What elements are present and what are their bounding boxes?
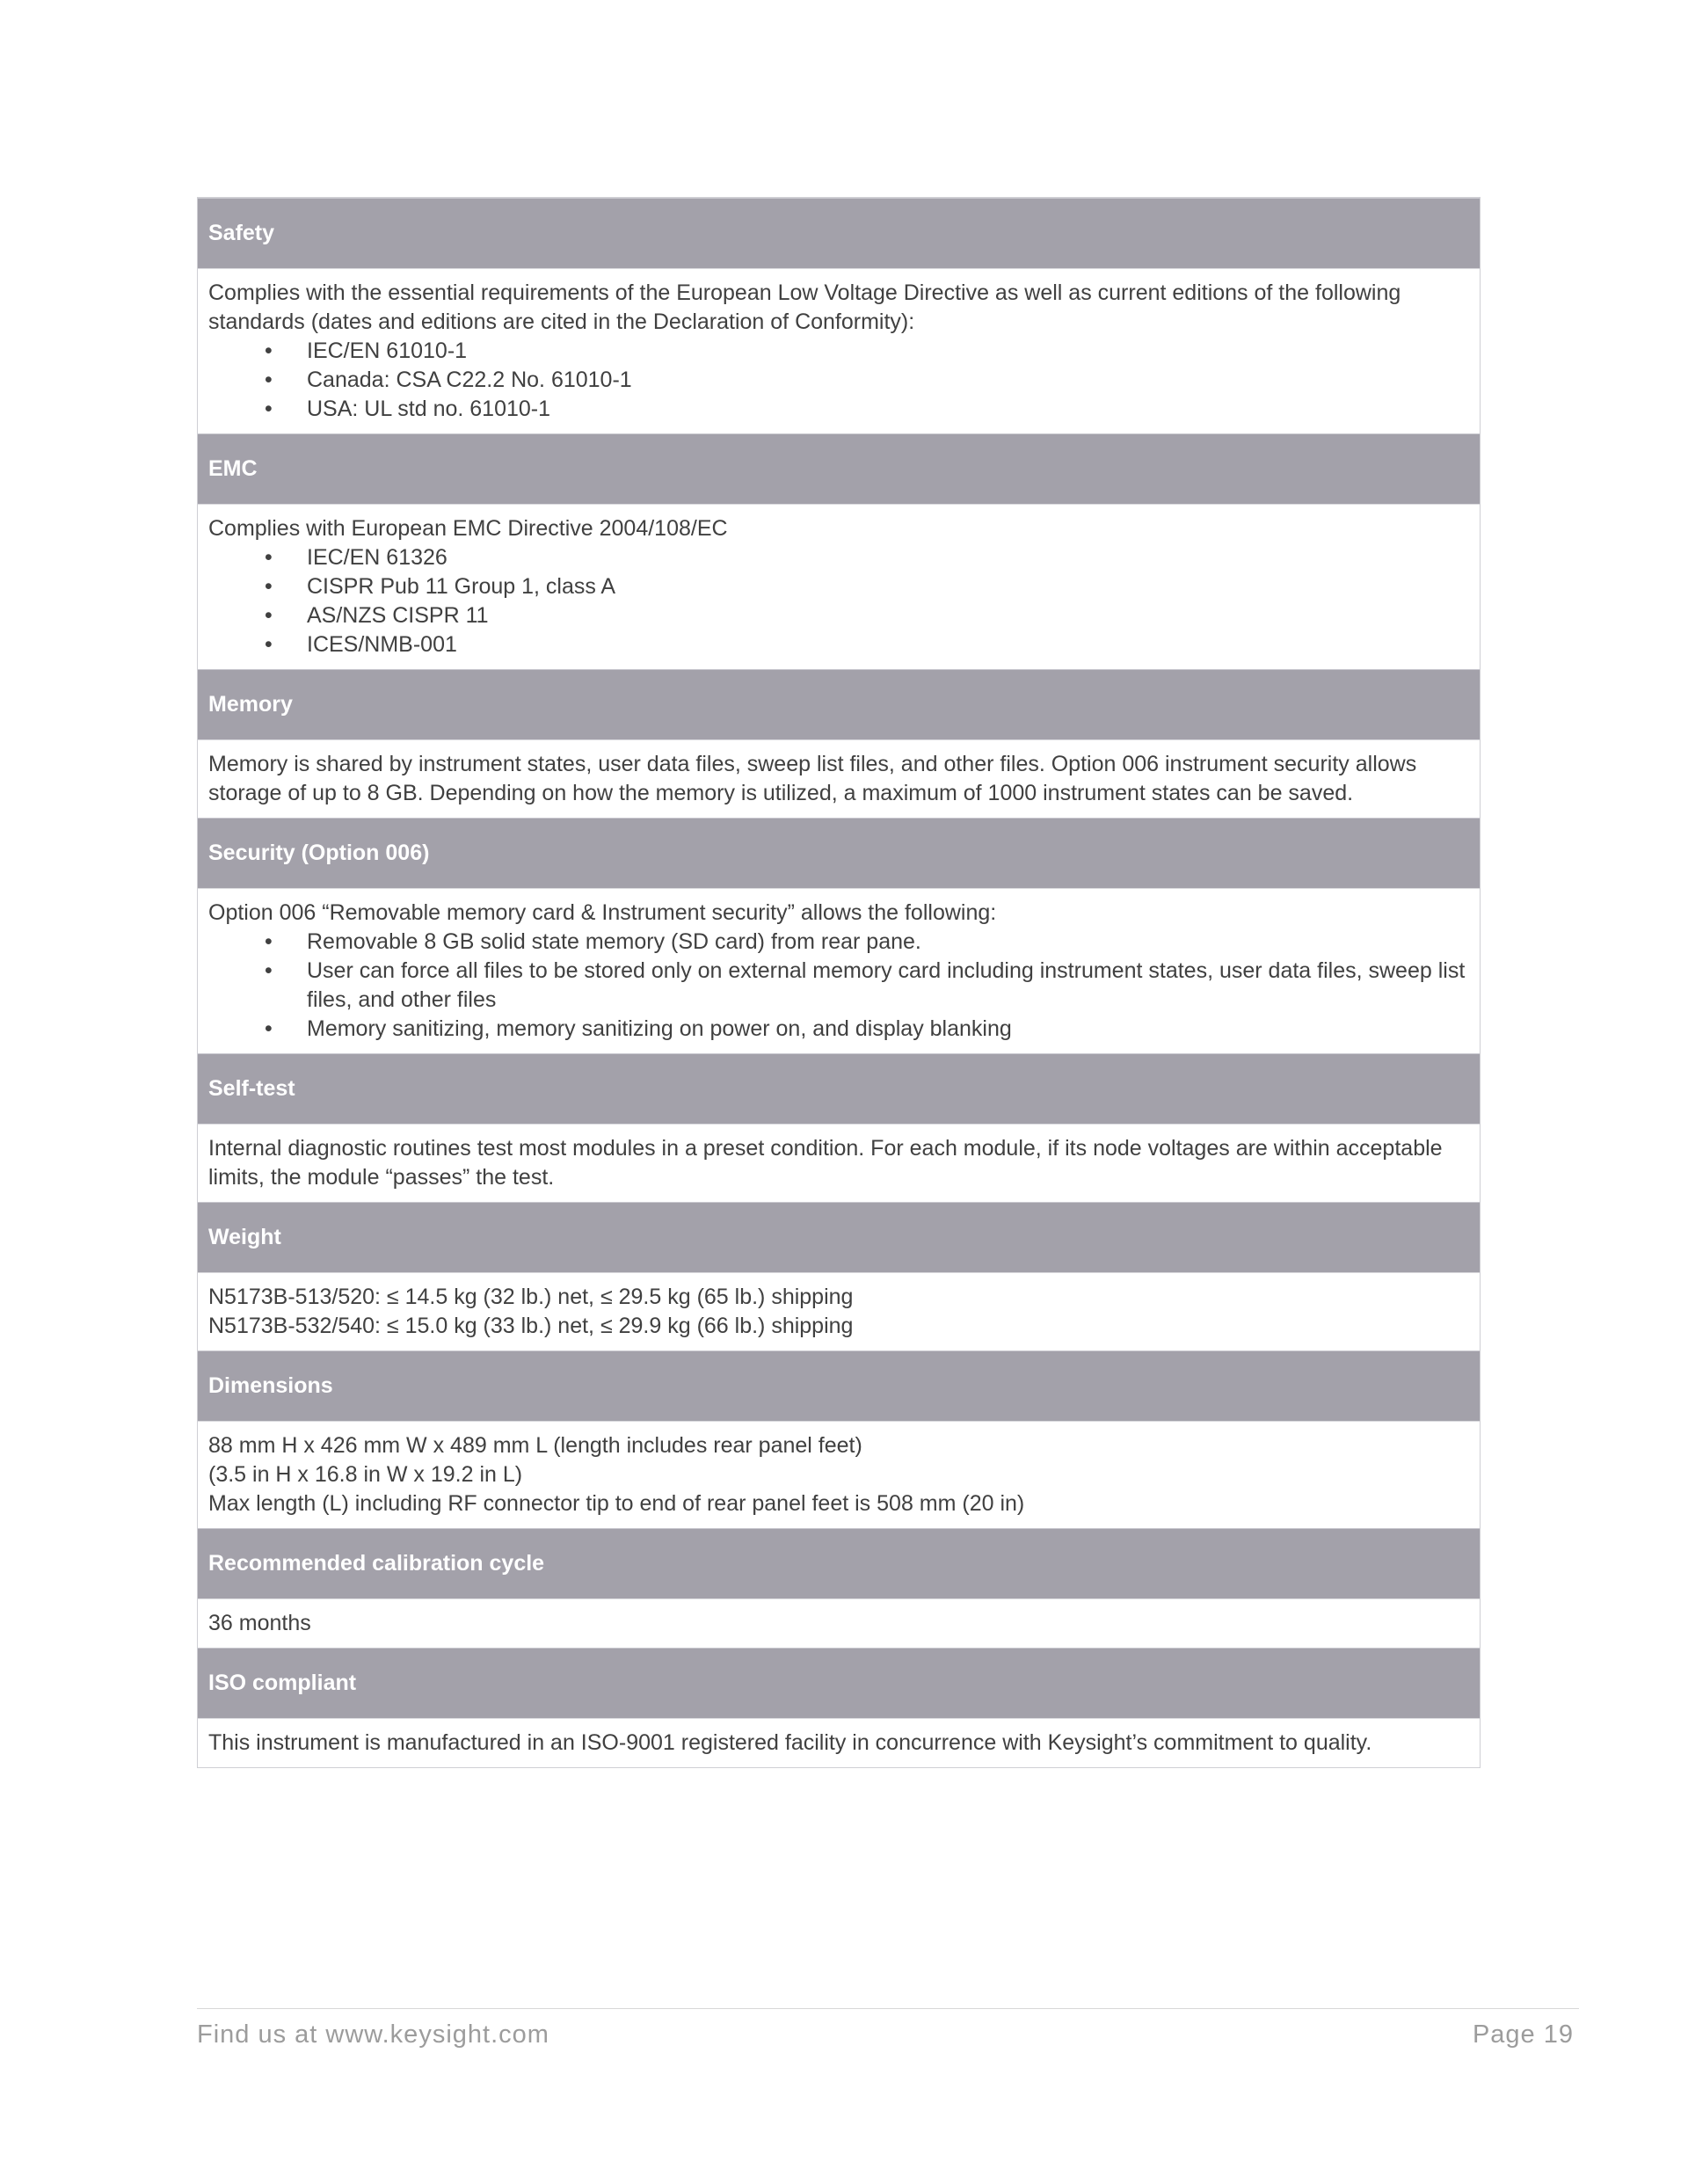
section-title: Self-test xyxy=(208,1076,295,1101)
list-item: • IEC/EN 61010-1 xyxy=(208,337,1467,366)
footer-divider xyxy=(197,2008,1579,2009)
section-body-calibration xyxy=(198,1598,1480,1648)
footer-website[interactable]: Find us at www.keysight.com xyxy=(197,2020,549,2049)
section-text: Internal diagnostic routines test most modules in a preset condition. For each module, if its node voltages are within acceptable limits, the module “passes” the test. xyxy=(208,1136,1443,1190)
section-header-weight xyxy=(198,1202,1480,1272)
list-item: • ICES/NMB-001 xyxy=(208,630,1467,659)
section-text: Memory is shared by instrument states, user data files, sweep list files, and other files. Option 006 instrument security allows storage of up to 8 GB. Depending on how the memory is utilized, a maximum of 1000 instrument states can be saved. xyxy=(208,752,1417,805)
section-body-weight xyxy=(198,1272,1480,1350)
section-header-dimensions xyxy=(198,1350,1480,1421)
section-line: Max length (L) including RF connector tip to end of rear panel feet is 508 mm (20 in) xyxy=(208,1491,1025,1516)
section-title: Recommended calibration cycle xyxy=(208,1551,545,1576)
section-text: 36 months xyxy=(208,1611,311,1635)
section-body-safety xyxy=(198,268,1480,433)
spec-table xyxy=(197,197,1481,1768)
list-item: • USA: UL std no. 61010-1 xyxy=(208,395,1467,424)
section-title: ISO compliant xyxy=(208,1671,357,1695)
section-text: Complies with the essential requirements of the European Low Voltage Directive as well as current editions of the following standards (dates and editions are cited in the Declaration of Conformity): xyxy=(208,280,1401,334)
section-header-security xyxy=(198,818,1480,888)
section-text: Complies with European EMC Directive 2004/108/EC xyxy=(208,516,728,541)
section-header-calibration xyxy=(198,1528,1480,1598)
list-item: • CISPR Pub 11 Group 1, class A xyxy=(208,572,1467,601)
section-title: Memory xyxy=(208,692,293,717)
section-header-memory xyxy=(198,669,1480,739)
bullet-list xyxy=(208,543,1467,659)
section-line: N5173B-532/540: ≤ 15.0 kg (33 lb.) net, ≤ 29.9 kg (66 lb.) shipping xyxy=(208,1314,854,1338)
page-number: Page 19 xyxy=(1472,2020,1574,2049)
section-line: 88 mm H x 426 mm W x 489 mm L (length includes rear panel feet) xyxy=(208,1433,862,1458)
section-title: Security (Option 006) xyxy=(208,841,430,865)
list-item: • User can force all files to be stored only on external memory card including instrument states, user data files, sweep list files, and other files xyxy=(208,957,1467,1015)
section-line: N5173B-513/520: ≤ 14.5 kg (32 lb.) net, ≤ 29.5 kg (65 lb.) shipping xyxy=(208,1285,854,1309)
list-item: • Canada: CSA C22.2 No. 61010-1 xyxy=(208,366,1467,395)
section-header-self-test xyxy=(198,1053,1480,1124)
section-body-self-test xyxy=(198,1124,1480,1202)
list-item: • Memory sanitizing, memory sanitizing on power on, and display blanking xyxy=(208,1015,1467,1044)
section-title: EMC xyxy=(208,456,258,481)
bullet-list xyxy=(208,337,1467,424)
list-item: • IEC/EN 61326 xyxy=(208,543,1467,572)
section-title: Safety xyxy=(208,221,275,245)
section-body-emc xyxy=(198,504,1480,669)
section-body-dimensions xyxy=(198,1421,1480,1528)
section-line: (3.5 in H x 16.8 in W x 19.2 in L) xyxy=(208,1462,523,1487)
section-body-memory xyxy=(198,739,1480,818)
section-text: This instrument is manufactured in an ISO-9001 registered facility in concurrence with Keysight’s commitment to quality. xyxy=(208,1730,1372,1755)
list-item: • AS/NZS CISPR 11 xyxy=(208,601,1467,630)
section-header-safety xyxy=(198,198,1480,268)
bullet-list xyxy=(208,928,1467,1044)
section-body-security xyxy=(198,888,1480,1053)
section-title: Weight xyxy=(208,1225,281,1249)
section-title: Dimensions xyxy=(208,1373,333,1398)
list-item: • Removable 8 GB solid state memory (SD card) from rear pane. xyxy=(208,928,1467,957)
section-header-emc xyxy=(198,433,1480,504)
section-header-iso xyxy=(198,1648,1480,1718)
section-body-iso xyxy=(198,1718,1480,1767)
section-text: Option 006 “Removable memory card & Instrument security” allows the following: xyxy=(208,900,997,925)
